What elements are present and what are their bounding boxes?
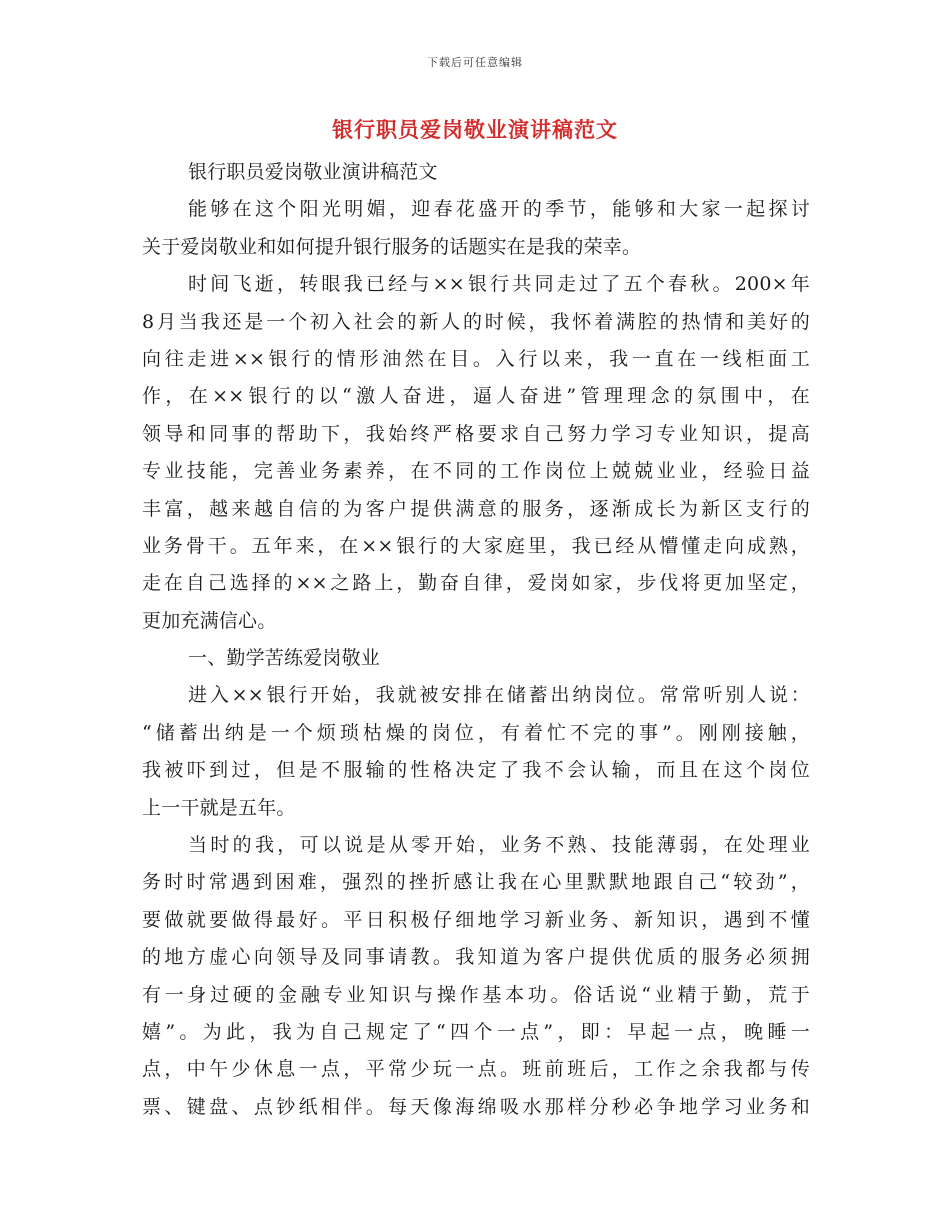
document-title: 银行职员爱岗敬业演讲稿范文: [332, 117, 618, 142]
text-line: 票、键盘、点钞纸相伴。每天像海绵吸水那样分秒必争地学习业务和: [142, 1095, 810, 1118]
text-line: 进入××银行开始，我就被安排在储蓄出纳岗位。常常听别人说：: [188, 684, 810, 707]
text-line: “储蓄出纳是一个烦琐枯燥的岗位，有着忙不完的事”。刚刚接触，: [142, 721, 810, 744]
document-body: [142, 154, 810, 1126]
text-line: 关于爱岗敬业和如何提升银行服务的话题实在是我的荣幸。: [142, 235, 642, 258]
text-line: 一、勤学苦练爱岗敬业: [188, 647, 381, 670]
text-line: 领导和同事的帮助下，我始终严格要求自己努力学习专业知识，提高: [142, 422, 810, 445]
text-line: 向往走进××银行的情形油然在目。入行以来，我一直在一线柜面工: [142, 347, 810, 370]
text-line: 银行职员爱岗敬业演讲稿范文: [188, 161, 438, 183]
text-line: 点，中午少休息一点，平常少玩一点。班前班后，工作之余我都与传: [142, 1058, 810, 1081]
text-line: 丰富，越来越自信的为客户提供满意的服务，逐渐成长为新区支行的: [142, 497, 810, 520]
text-line: 专业技能，完善业务素养，在不同的工作岗位上兢兢业业，经验日益: [142, 460, 810, 483]
text-line: 能够在这个阳光明媚，迎春花盛开的季节，能够和大家一起探讨: [188, 198, 810, 221]
text-line: 要做就要做得最好。平日积极仔细地学习新业务、新知识，遇到不懂: [142, 908, 810, 931]
text-line: 业务骨干。五年来，在××银行的大家庭里，我已经从懵懂走向成熟，: [142, 534, 810, 557]
text-line: 8月当我还是一个初入社会的新人的时候，我怀着满腔的热情和美好的: [142, 310, 810, 333]
text-line: 当时的我，可以说是从零开始，业务不熟、技能薄弱，在处理业: [188, 834, 810, 857]
text-line: 时间飞逝，转眼我已经与××银行共同走过了五个春秋。200×年: [188, 273, 810, 296]
text-line: 上一干就是五年。: [142, 796, 296, 819]
text-line: 更加充满信心。: [142, 609, 277, 632]
text-line: 嬉”。为此，我为自己规定了“四个一点”，即：早起一点，晚睡一: [142, 1020, 810, 1043]
text-line: 的地方虚心向领导及同事请教。我知道为客户提供优质的服务必须拥: [142, 946, 810, 969]
text-line: 有一身过硬的金融专业知识与操作基本功。俗话说“业精于勤，荒于: [142, 983, 810, 1006]
text-line: 我被吓到过，但是不服输的性格决定了我不会认输，而且在这个岗位: [142, 759, 810, 782]
text-line: 作，在××银行的以“激人奋进，逼人奋进”管理理念的氛围中，在: [142, 385, 810, 408]
text-line: 走在自己选择的××之路上，勤奋自律，爱岗如家，步伐将更加坚定，: [142, 572, 810, 595]
header-note: 下载后可任意编辑: [427, 56, 523, 69]
text-line: 务时时常遇到困难，强烈的挫折感让我在心里默默地跟自己“较劲”，: [142, 871, 810, 894]
